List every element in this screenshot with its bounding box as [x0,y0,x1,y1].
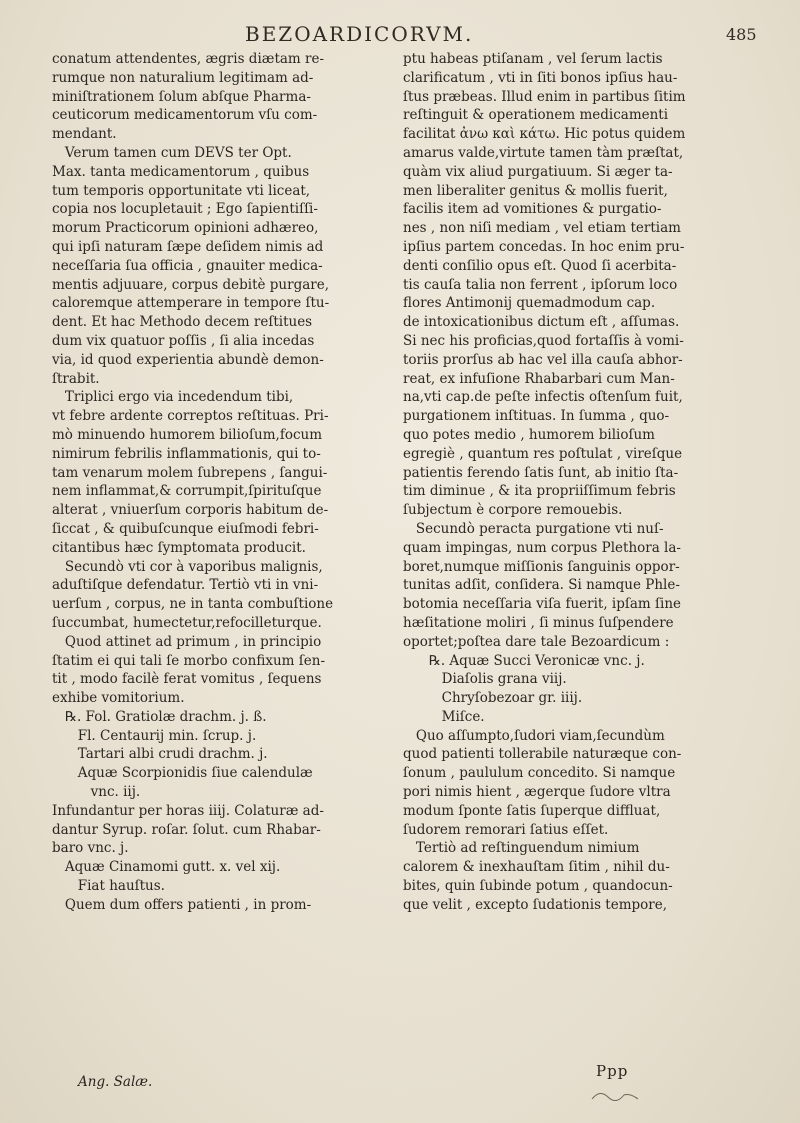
text-line: Fiat hauſtus. [52,878,165,895]
text-line: Quem dum offers patienti , in prom- [52,896,312,913]
text-line: Secundò vti cor à vaporibus malignis, [52,558,323,575]
text-line: Max. tanta medicamentorum , quibus [52,163,310,180]
text-line: ſudorem remorari ſatius eſſet. [403,821,609,838]
text-line: egregiè , quantum res poſtulat , vireſque [403,445,683,462]
text-line: dent. Et hac Methodo decem reſtitues [52,314,313,331]
left-text-column [52,50,397,915]
text-line: dantur Syrup. roſar. ſolut. cum Rhabar- [52,821,321,838]
text-line: ptu habeas ptiſanam , vel ſerum lactis [403,51,663,67]
text-line: mendant. [52,126,117,143]
text-line: purgationem inſtituas. In ſumma , quo- [403,408,670,425]
text-line: Infundantur per horas iiij. Colaturæ ad- [52,802,324,819]
text-line: exhibe vomitorium. [52,690,185,707]
text-line: que velit , excepto ſudationis tempore, [403,896,668,913]
text-line: neceſſaria ſua officia , gnauiter medica- [52,257,323,274]
text-line: de intoxicationibus dictum eſt , aſſumas. [403,314,680,331]
text-line: Tartari albi crudi drachm. j. [52,746,268,763]
page-number: 485 [726,25,757,44]
text-line: boret,numque miſſionis ſanguinis oppor- [403,558,680,575]
text-line: via, id quod experientia abundè demon- [52,351,324,368]
text-line: caloremque attemperare in tempore ſtu- [52,295,330,312]
text-line: botomia neceſſaria viſa fuerit, ipſam ſine [403,596,682,613]
text-line: oportet;poſtea dare tale Bezoardicum : [403,633,670,650]
text-line: ſtrabit. [52,370,100,387]
ink-scribble-mark [590,1087,640,1103]
text-line: Fl. Centaurij min. ſcrup. j. [52,727,257,744]
text-line: nem inflammat,& corrumpit,ſpirituſque [52,483,322,500]
text-line: ſiccat , & quibuſcunque eiuſmodi febri- [52,520,319,537]
signature-mark: Ppp [596,1062,629,1080]
text-line: ℞. Fol. Gratiolæ drachm. j. ß. [52,708,267,725]
text-line: baro vnc. j. [52,840,129,857]
right-text-column [403,50,748,915]
text-line: patientis ferendo ſatis ſunt, ab initio ſta- [403,464,679,481]
text-line: mentis adjuuare, corpus debitè purgare, [52,276,329,293]
text-line: vnc. iij. [52,784,141,801]
text-line: na,vti cap.de peſte infectis oſtenſum fuit, [403,389,683,406]
text-line: tam venarum molem ſubrepens , ſangui- [52,464,328,481]
text-line: denti conſilio opus eſt. Quod ſi acerbita- [403,257,677,274]
text-line: Triplici ergo via incedendum tibi, [52,389,294,406]
text-line: Chryſobezoar gr. iiij. [403,690,583,707]
text-line: flores Antimonij quemadmodum cap. [403,295,656,312]
text-line: ſuccumbat, humectetur,refocilleturque. [52,614,322,631]
text-line: citantibus hæc ſymptomata producit. [52,539,306,556]
text-line: quo potes medio , humorem bilioſum [403,426,655,443]
text-line: bites, quin ſubinde potum , quandocun- [403,878,673,895]
text-line: qui ipſi naturam ſæpe deſidem nimis ad [52,238,324,255]
text-line: tis cauſa talia non ferrent , ipſorum loco [403,276,678,293]
text-line: clarificatum , vti in ſiti bonos ipſius hau- [403,69,678,86]
text-line: ipſius partem concedas. In hoc enim pru- [403,238,685,255]
text-line: uerſum , corpus, ne in tanta combuſtione [52,596,334,613]
text-line: Aquæ Cinamomi gutt. x. vel xij. [52,859,281,876]
text-line: Verum tamen cum DEVS ter Opt. [52,144,292,161]
text-line: hæſitatione moliri , ſi minus ſuſpendere [403,614,674,631]
text-line: alterat , vniuerſum corporis habitum de- [52,502,329,519]
text-line: amarus valde,virtute tamen tàm præſtat, [403,144,684,161]
text-line: facilis item ad vomitiones & purgatio- [403,201,662,218]
text-line: quàm vix aliud purgatiuum. Si æger ta- [403,163,673,180]
text-line: conatum attendentes, ægris diætam re- [52,51,325,67]
text-line: Si nec his proficias,quod fortaſſis à vomi- [403,332,684,349]
text-line: morum Practicorum opinioni adhæreo, [52,220,319,237]
text-line: Quo aſſumpto,ſudori viam,ſecundùm [403,727,665,744]
text-line: ſonum , paululum concedito. Si namque [403,765,676,782]
text-line: vt febre ardente correptos reſtituas. Pri- [52,408,329,425]
text-line: pori nimis hient , ægerque ſudore vltra [403,784,671,801]
text-line: ſubjectum è corpore remouebis. [403,502,623,519]
text-line: tim diminue , & ita propriiſſimum febris [403,483,676,500]
text-line: Diaſolis grana viij. [403,671,567,688]
text-line: modum ſponte ſatis ſuperque diffluat, [403,802,661,819]
text-line: rumque non naturalium legitimam ad- [52,69,314,86]
text-line: copia nos locupletauit ; Ego ſapientiſſi- [52,201,318,218]
text-line: Quod attinet ad primum , in principio [52,633,322,650]
text-line: facilitat ἀνω καὶ κάτω. Hic potus quidem [403,126,686,143]
text-line: tum temporis opportunitate vti liceat, [52,182,311,199]
text-line: calorem & inexhauſtam ſitim , nihil du- [403,859,670,876]
page-header [0,22,800,48]
text-line: men liberaliter genitus & mollis fuerit, [403,182,668,199]
text-line: Miſce. [403,708,485,725]
text-line: nimirum febrilis inflammationis, qui to- [52,445,321,462]
text-line: ceuticorum medicamentorum vſu com- [52,107,318,124]
text-line: Tertiò ad reſtinguendum nimium [403,840,640,857]
footer-catchword: Ang. Salæ. [78,1074,153,1090]
text-line: Secundò peracta purgatione vti nuſ- [403,520,664,537]
text-line: toriis prorſus ab hac vel illa cauſa abhor- [403,351,683,368]
text-line: nes , non niſi mediam , vel etiam tertiam [403,220,681,237]
text-line: reſtinguit & operationem medicamenti [403,107,669,124]
text-line: ℞. Aquæ Succi Veronicæ vnc. j. [403,652,645,669]
text-line: quam impingas, num corpus Plethora la- [403,539,681,556]
text-line: quod patienti tollerabile naturæque con- [403,746,682,763]
text-line: mò minuendo humorem bilioſum,focum [52,426,323,443]
text-line: aduſtiſque defendatur. Tertiò vti in vni- [52,577,319,594]
text-line: Aquæ Scorpionidis ſiue calendulæ [52,765,313,782]
text-line: tunitas adſit, conſidera. Si namque Phle- [403,577,680,594]
text-line: tit , modo facilè ferat vomitus , ſequens [52,671,322,688]
text-line: miniſtrationem ſolum abſque Pharma- [52,88,311,105]
text-line: reat, ex infuſione Rhabarbari cum Man- [403,370,675,387]
text-line: dum vix quatuor poſſis , ſi alia incedas [52,332,315,349]
running-head: BEZOARDICORVM. [245,22,474,46]
text-line: ſtatim ei qui tali ſe morbo confixum ſen- [52,652,325,669]
text-line: ſtus præbeas. Illud enim in partibus ſitim [403,88,686,105]
